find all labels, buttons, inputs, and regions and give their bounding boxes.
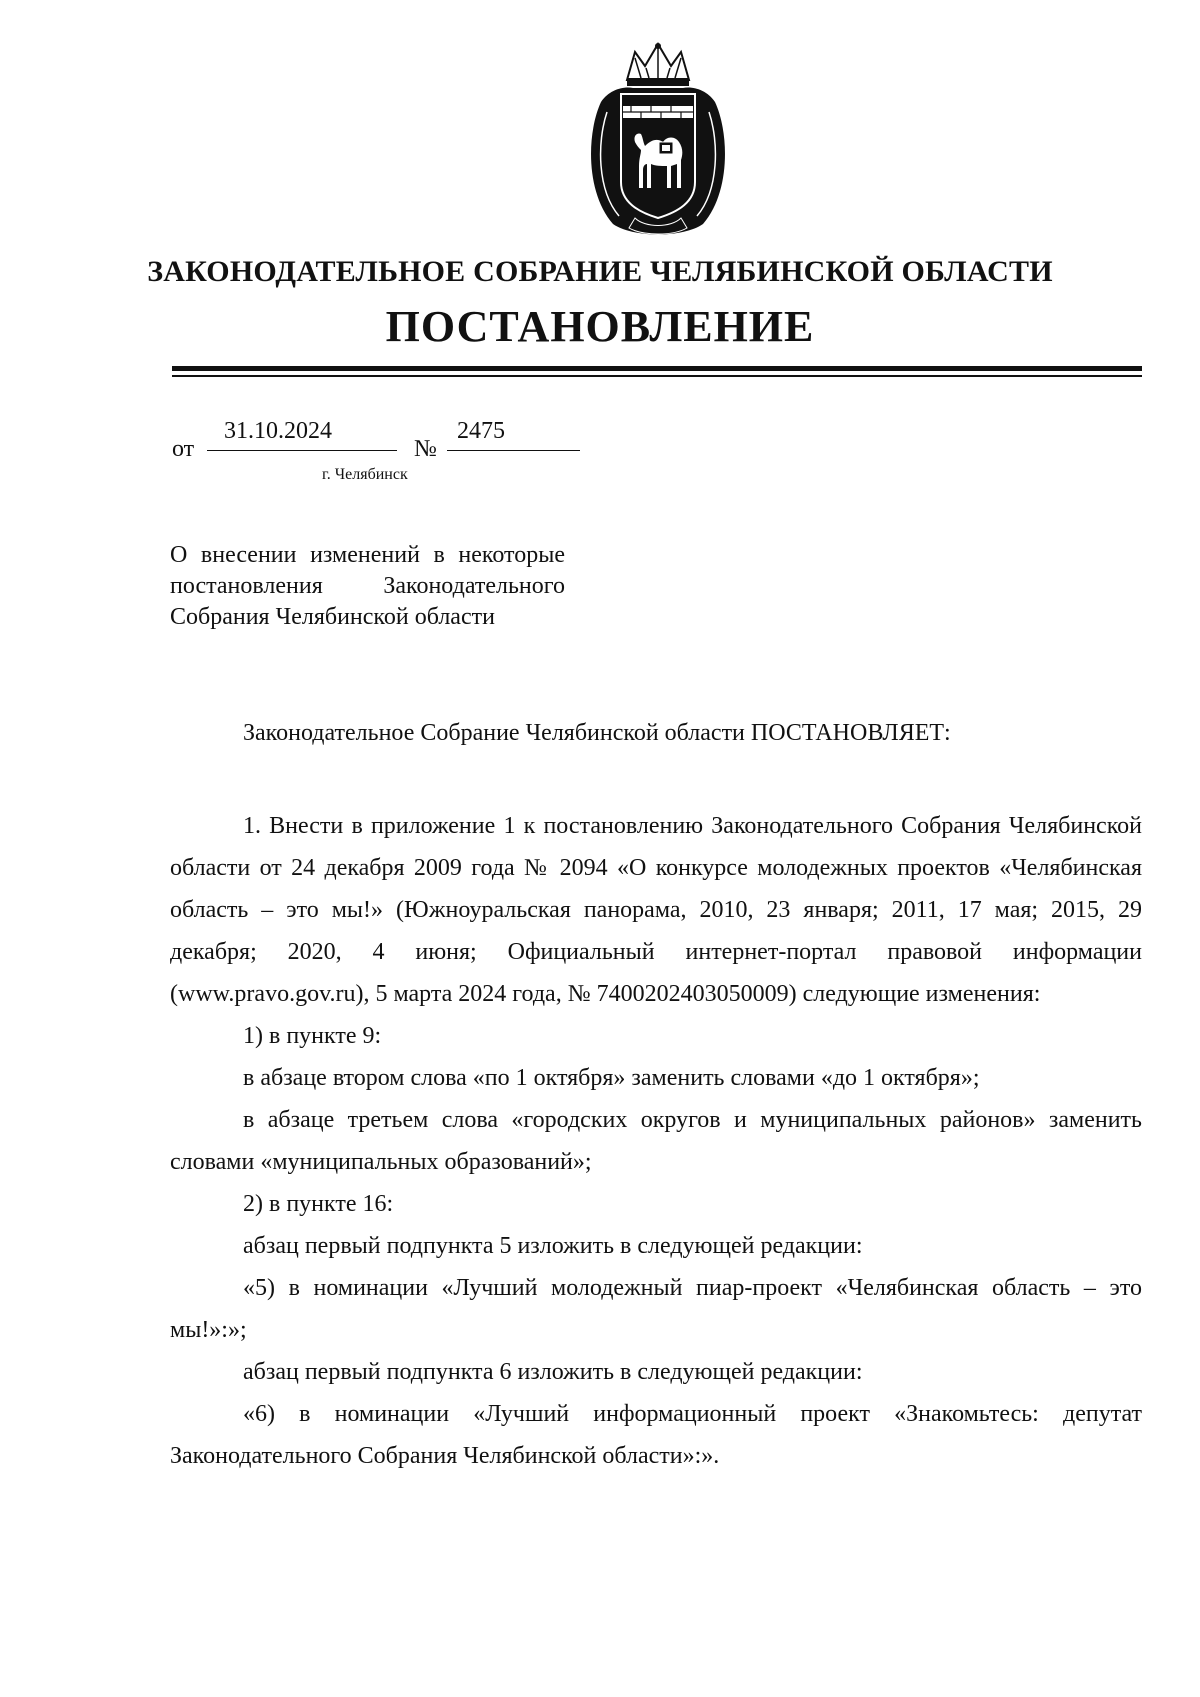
paragraph-clause-2: 2) в пункте 16: [243,1191,394,1217]
paragraph-text: в абзаце третьем слова «городских округов и муниципальных районов» заменить словами «муниципальных образований»; [170,1107,1142,1175]
document-subject: О внесении изменений в некоторые постановления Законодательного Собрания Челябинской области [170,542,565,630]
paragraph-text: абзац первый подпункта 5 изложить в следующей редакции: [243,1233,863,1259]
paragraph-text: «5) в номинации «Лучший молодежный пиар-проект «Челябинская область – это мы!»:»; [170,1275,1142,1343]
number-prefix-label: № [414,436,437,462]
date-prefix-label: от [172,436,195,462]
document-date: 31.10.2024 [224,418,332,444]
document-body [170,805,1142,1477]
paragraph-text: абзац первый подпункта 6 изложить в следующей редакции: [243,1359,863,1385]
number-field [447,416,580,451]
city-label: г. Челябинск [322,466,408,483]
organization-name: ЗАКОНОДАТЕЛЬНОЕ СОБРАНИЕ ЧЕЛЯБИНСКОЙ ОБЛАСТИ [147,255,1053,288]
header-divider-thin [172,375,1142,377]
paragraph-clause-1: 1) в пункте 9: [243,1023,382,1049]
coat-of-arms-icon [583,42,733,240]
header-divider-thick [172,366,1142,371]
document-number: 2475 [457,418,505,444]
document-type-title: ПОСТАНОВЛЕНИЕ [385,302,815,351]
paragraph-text: в абзаце втором слова «по 1 октября» заменить словами «до 1 октября»; [243,1065,980,1091]
decree-statement: Законодательное Собрание Челябинской области ПОСТАНОВЛЯЕТ: [243,720,951,746]
paragraph-item-1: 1. Внести в приложение 1 к постановлению Законодательного Собрания Челябинской области от 24 декабря 2009 года № 2094 «О конкурсе молодежных проектов «Челябинская область – это мы!» (Южноуральская панорама, 2010, 23 января; 2011, 17 мая; 2015, 29 декабря; 2020, 4 июня; Официальный интернет-портал правовой информации (www.pravo.gov.ru), 5 марта 2024 года, № 7400202403050009) следующие изменения: [170,813,1142,1007]
date-field [207,416,397,451]
paragraph-text: «6) в номинации «Лучший информационный проект «Знакомьтесь: депутат Законодательного Собрания Челябинской области»:». [170,1401,1142,1469]
